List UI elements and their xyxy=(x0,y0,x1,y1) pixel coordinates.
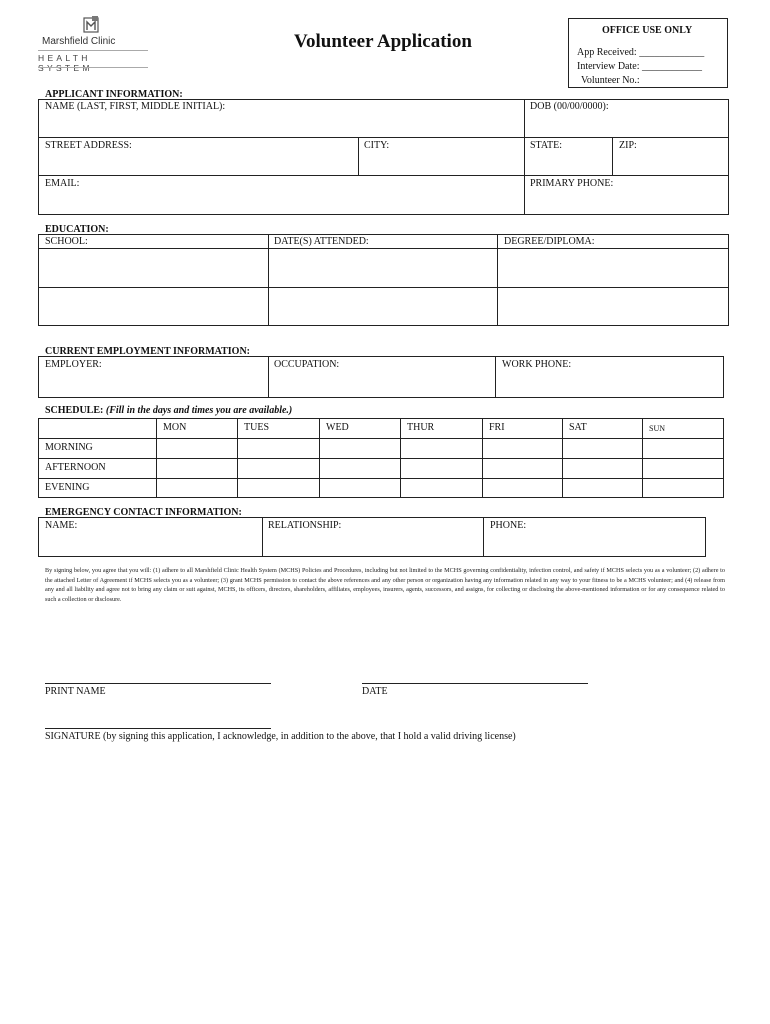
signature-label: SIGNATURE (by signing this application, I acknowledge, in addition to the above, that I hold a valid driving license) xyxy=(45,731,516,742)
signature-line[interactable] xyxy=(45,728,271,729)
zip-field[interactable]: ZIP: xyxy=(619,140,637,151)
print-name-label: PRINT NAME xyxy=(45,686,106,697)
time-afternoon: AFTERNOON xyxy=(45,462,106,473)
work-phone-field[interactable]: WORK PHONE: xyxy=(502,359,572,370)
time-morning: MORNING xyxy=(45,442,93,453)
primary-phone-field[interactable]: PRIMARY PHONE: xyxy=(530,178,614,189)
street-field[interactable]: STREET ADDRESS: xyxy=(45,140,132,151)
day-wed: WED xyxy=(326,422,349,433)
time-evening: EVENING xyxy=(45,482,90,493)
logo xyxy=(38,16,150,72)
employment-table xyxy=(38,356,724,398)
emergency-name-field[interactable]: NAME: xyxy=(45,520,78,531)
print-name-line[interactable] xyxy=(45,683,271,684)
employment-heading: CURRENT EMPLOYMENT INFORMATION: xyxy=(45,346,251,357)
day-fri: FRI xyxy=(489,422,505,433)
day-thur: THUR xyxy=(407,422,435,433)
date-label: DATE xyxy=(362,686,388,697)
emergency-phone-field[interactable]: PHONE: xyxy=(490,520,527,531)
day-sun: SUN xyxy=(649,424,666,433)
name-field[interactable]: NAME (LAST, FIRST, MIDDLE INITIAL): xyxy=(45,101,226,112)
dob-field[interactable]: DOB (00/00/0000): xyxy=(530,101,609,112)
dates-attended-header: DATE(S) ATTENDED: xyxy=(274,236,369,247)
volunteer-no: Volunteer No.: xyxy=(581,75,640,86)
applicant-heading: APPLICANT INFORMATION: xyxy=(45,89,183,100)
day-sat: SAT xyxy=(569,422,587,433)
agreement-text: By signing below, you agree that you will: (1) adhere to all Marshfield Clinic Health System (MCHS) Policies and Procedures, including but not limited to the MCHS governing confidentiality, infection control, and safety if MCHS selects you as a volunteer; (2) adhere to the attached Letter of Agreement if MCHS selects you as a volunteer; (3) grant MCHS permission to contact the above references and any other person or organization having any information related in any way to your fitness to be a MCHS volunteer; and (4) release from any and all liability and agree not to bring any claim or suit against, MCHS, its officers, directors, shareholders, affiliates, employees, insurers, agents, successors, and assigns, for collecting or disclosing the above-mentioned information or for any consequence related to such a collection or disclosure. xyxy=(45,567,725,603)
day-mon: MON xyxy=(163,422,187,433)
interview-date: Interview Date: ____________ xyxy=(577,61,702,72)
occupation-field[interactable]: OCCUPATION: xyxy=(274,359,340,370)
schedule-heading: SCHEDULE: (Fill in the days and times you are available.) xyxy=(45,405,293,416)
emergency-table xyxy=(38,517,706,557)
applicant-table xyxy=(38,99,729,215)
employer-field[interactable]: EMPLOYER: xyxy=(45,359,102,370)
emergency-heading: EMERGENCY CONTACT INFORMATION: xyxy=(45,507,242,518)
logo-mark-icon xyxy=(82,16,100,34)
logo-subtitle: HEALTH SYSTEM xyxy=(38,53,93,73)
page-title: Volunteer Application xyxy=(294,31,472,52)
education-heading: EDUCATION: xyxy=(45,224,109,235)
degree-header: DEGREE/DIPLOMA: xyxy=(504,236,595,247)
email-field[interactable]: EMAIL: xyxy=(45,178,80,189)
app-received: App Received: _____________ xyxy=(577,47,705,58)
city-field[interactable]: CITY: xyxy=(364,140,390,151)
office-use-heading: OFFICE USE ONLY xyxy=(602,25,693,36)
day-tues: TUES xyxy=(244,422,269,433)
date-line[interactable] xyxy=(362,683,588,684)
logo-name: Marshfield Clinic xyxy=(42,36,116,47)
state-field[interactable]: STATE: xyxy=(530,140,562,151)
school-header: SCHOOL: xyxy=(45,236,88,247)
emergency-relationship-field[interactable]: RELATIONSHIP: xyxy=(268,520,342,531)
